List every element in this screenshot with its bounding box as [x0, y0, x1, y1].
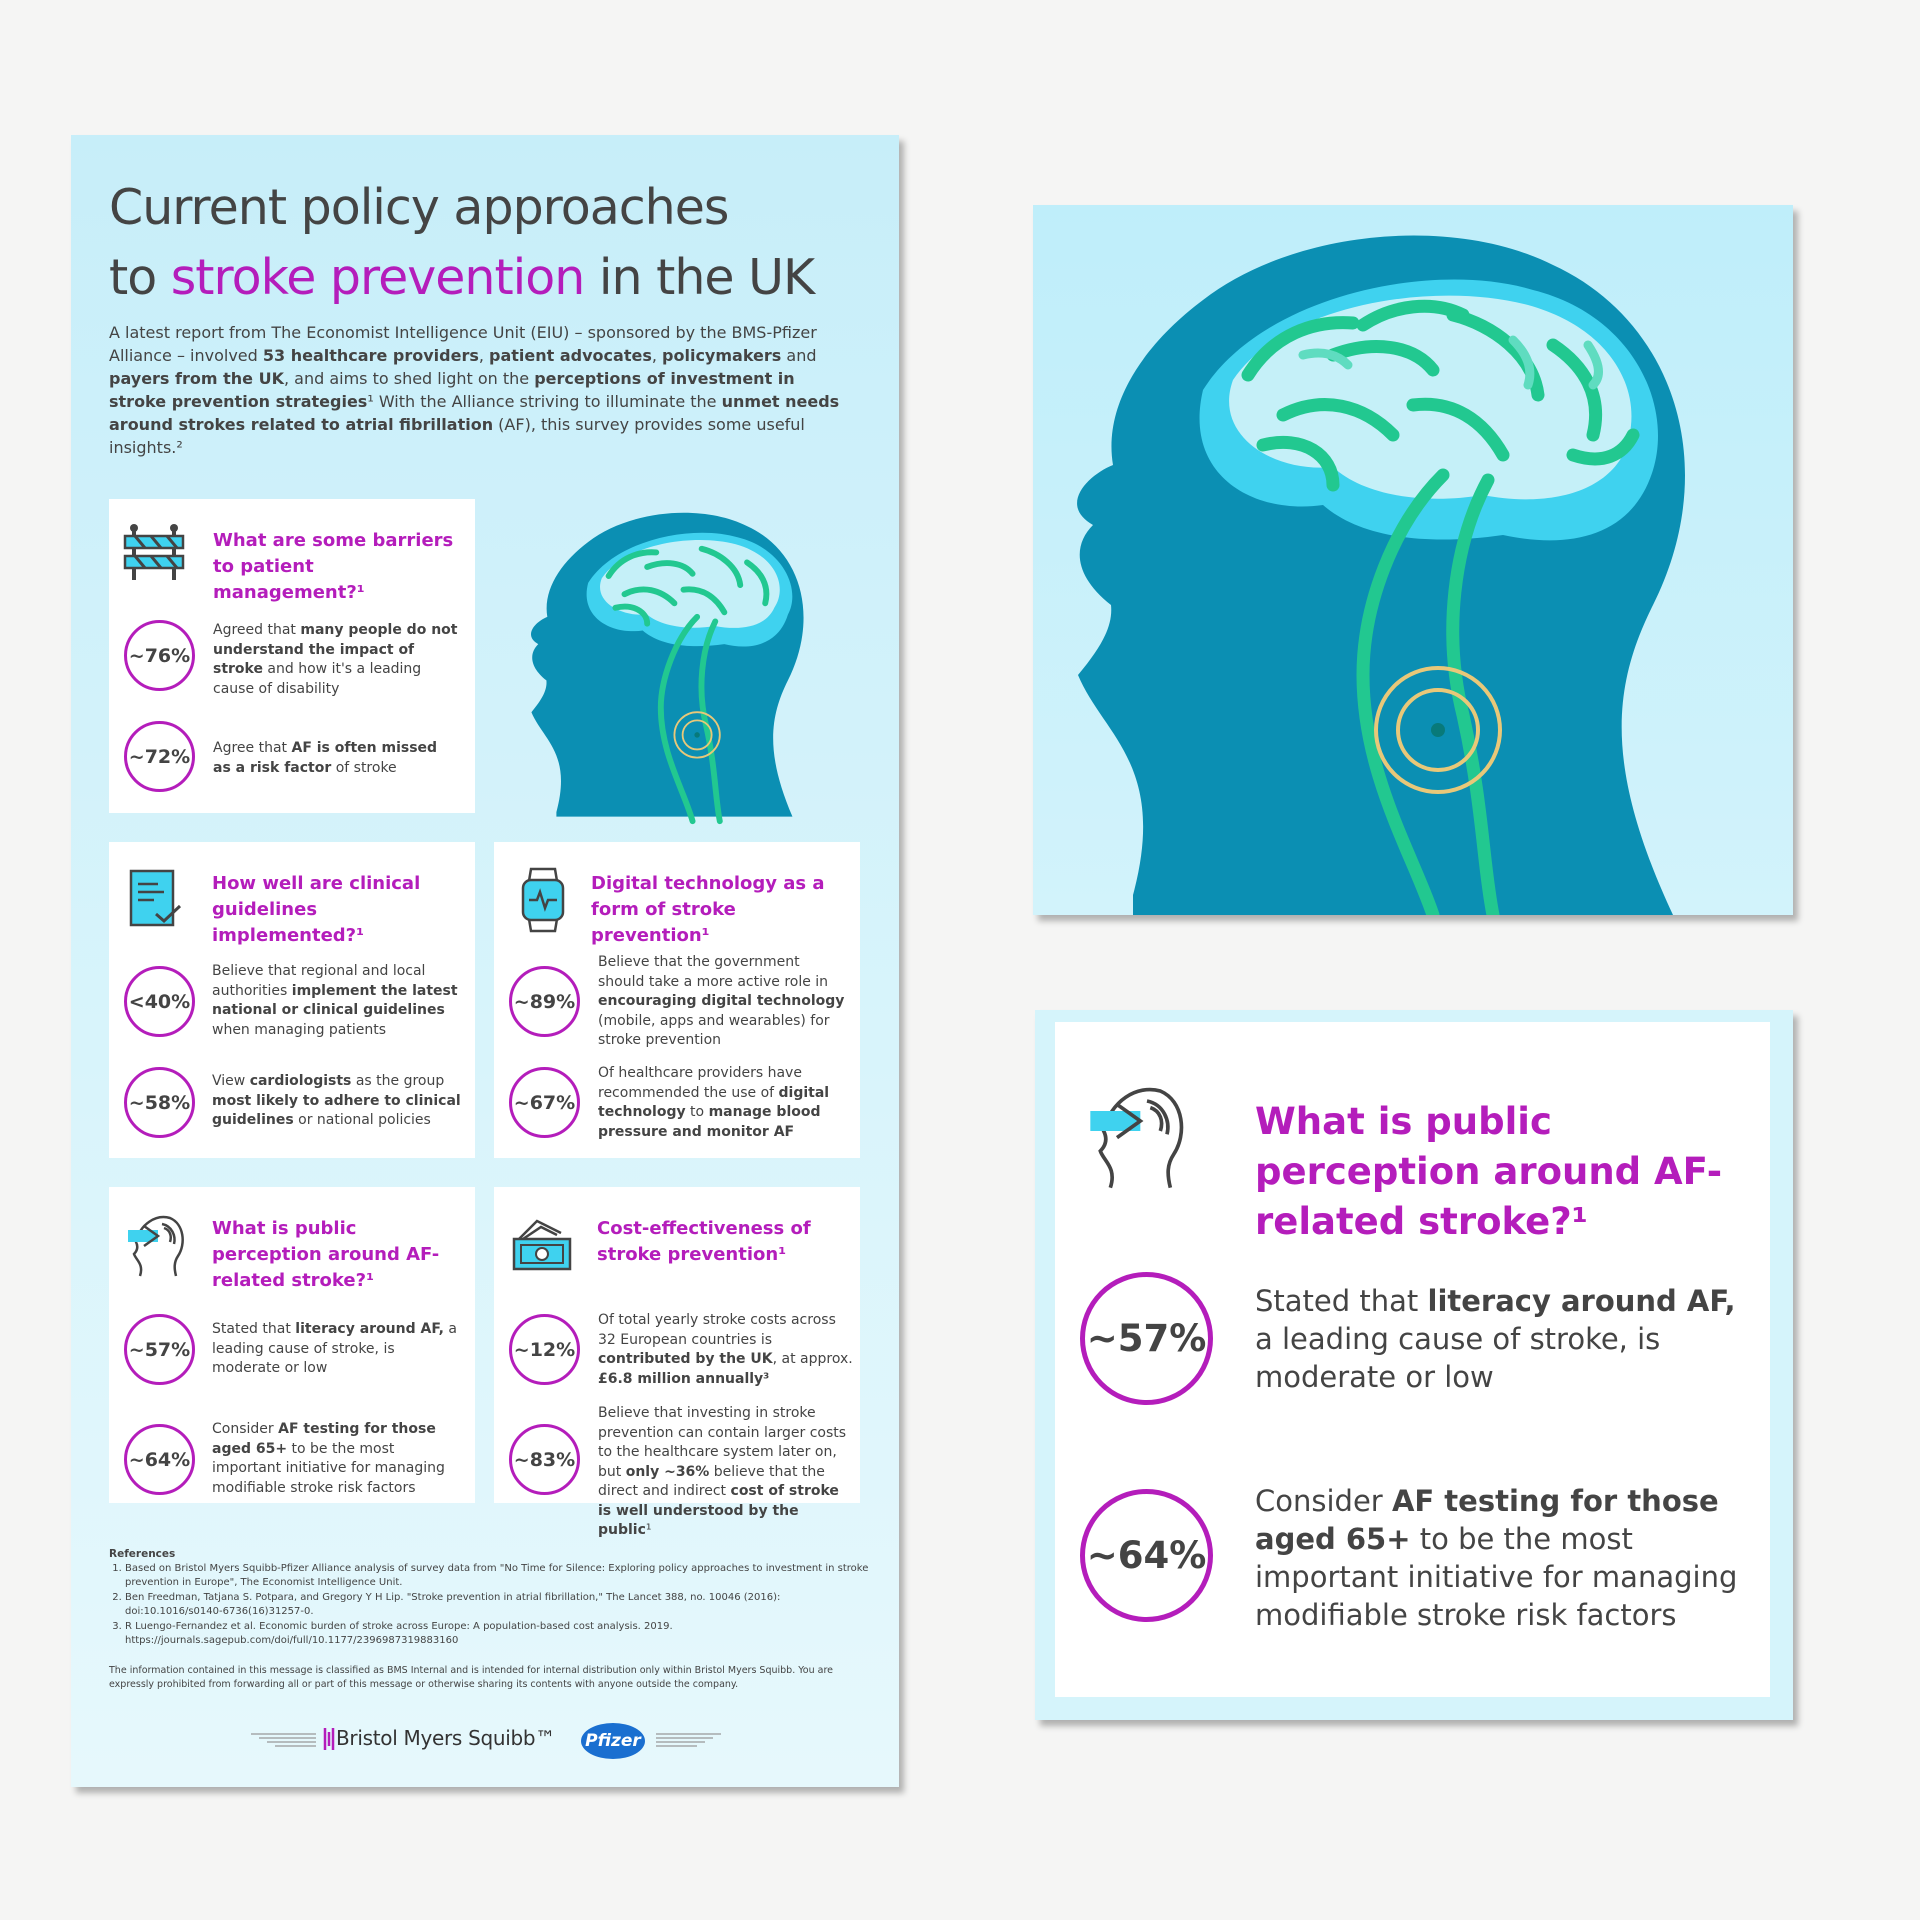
head-brain-illustration — [1033, 205, 1793, 915]
head-perception-icon — [1087, 1080, 1187, 1192]
bms-logo: Bristol Myers Squibb™ — [336, 1726, 556, 1750]
clipboard-check-icon — [128, 868, 184, 930]
emphasis-text: contributed by the UK — [598, 1351, 773, 1367]
stripes-decoration — [656, 1732, 721, 1748]
stat-circle: ~57% — [1080, 1272, 1213, 1405]
card-guidelines — [109, 842, 475, 1158]
emphasis-text: many people do not understand the impact of stroke — [213, 622, 458, 677]
text-run: to be the most important initiative for managing modifiable stroke risk factors — [1255, 1522, 1738, 1632]
stat-circle: ~58% — [124, 1067, 195, 1138]
text-run: a leading cause of stroke, is moderate or low — [212, 1321, 458, 1376]
stat-circle: ~83% — [509, 1424, 580, 1495]
text-run: believe that the direct and indirect — [598, 1463, 825, 1499]
text-run: and — [781, 346, 817, 365]
text-run: Agreed that — [213, 622, 301, 638]
text-run: View — [212, 1073, 250, 1089]
stat-circle: ~12% — [509, 1314, 580, 1385]
text-run: Agree that — [213, 740, 292, 756]
text-run: Believe that investing in stroke prevention can contain larger costs to the healthcare system later on, but — [598, 1405, 847, 1480]
stat-circle: <40% — [124, 966, 195, 1037]
stat-description — [598, 1311, 853, 1389]
emphasis-text: AF testing for those aged 65+ — [1255, 1484, 1719, 1556]
emphasis-text: 53 healthcare providers — [262, 346, 479, 365]
emphasis-text: manage blood pressure and monitor AF — [598, 1104, 821, 1140]
stat-description — [212, 962, 462, 1040]
stat-description — [213, 621, 458, 699]
card-title: How well are clinical guidelines implemented?¹ — [212, 873, 421, 946]
emphasis-text: AF testing for those aged 65+ — [212, 1421, 436, 1457]
text-run: A latest report from The Economist Intelligence Unit (EIU) – sponsored by the BMS-Pfizer Alliance – involved — [109, 323, 817, 365]
stat-circle: ~76% — [124, 620, 195, 691]
stat-description — [212, 1320, 462, 1379]
text-run: ¹ — [645, 1522, 652, 1538]
bms-logo-icon — [323, 1726, 335, 1752]
stat-circle: ~72% — [124, 721, 195, 792]
reference-item: 2. Ben Freedman, Tatjana S. Potpara, and Gregory Y H Lip. "Stroke prevention in atrial fibrillation," The Lancet 388, no. 10046 (2016): doi:10.1016/s0140-6736(16)31257-0. — [125, 1591, 869, 1620]
emphasis-text: literacy around AF, — [1427, 1284, 1736, 1318]
disclaimer: The information contained in this message is classified as BMS Internal and is intended for internal distribution only within Bristol Myers Squibb. You are expressly prohibited from forwarding all or part of this message or otherwise sharing its contents with anyone outside the company. — [109, 1665, 834, 1690]
stat-circle: ~57% — [124, 1314, 195, 1385]
feature-card — [1055, 1022, 1770, 1697]
stat-circle: ~89% — [509, 966, 580, 1037]
text-run: ¹ With the Alliance striving to illuminate the — [367, 392, 722, 411]
text-run: Stated that — [212, 1321, 296, 1337]
stat-description — [598, 1064, 848, 1142]
head-illustration-panel — [1033, 205, 1793, 915]
references-heading: References — [109, 1548, 176, 1560]
reference-item: 1. Based on Bristol Myers Squibb-Pfizer Alliance analysis of survey data from "No Time for Silence: Exploring policy approaches to investment in stroke prevention in Europe", The Economist Intelligence Unit. — [125, 1562, 869, 1591]
pfizer-logo: Pfizer — [581, 1723, 645, 1759]
text-run: or national policies — [293, 1112, 431, 1128]
text-run: Consider — [212, 1421, 279, 1437]
stat-description — [598, 1404, 853, 1541]
infographic-poster — [71, 135, 899, 1787]
stat-description — [213, 739, 458, 778]
stat-circle: ~67% — [509, 1067, 580, 1138]
emphasis-text: most likely to adhere to clinical guidelines — [212, 1092, 461, 1128]
head-perception-icon — [126, 1212, 186, 1278]
feature-title: What is public perception around AF-related stroke?¹ — [1255, 1100, 1723, 1243]
emphasis-text: unmet needs around strokes related to atrial fibrillation — [109, 392, 840, 434]
emphasis-text: encouraging digital technology — [598, 993, 845, 1009]
title-highlight: stroke prevention — [170, 249, 585, 306]
title-line-1: Current policy approaches — [109, 179, 729, 236]
text-run: a leading cause of stroke, is moderate or low — [1255, 1322, 1661, 1394]
emphasis-text: digital technology — [598, 1084, 830, 1120]
card-title: Digital technology as a form of stroke prevention¹ — [591, 873, 825, 946]
money-icon — [511, 1217, 573, 1273]
stripes-decoration — [251, 1732, 316, 1748]
feature-card-panel — [1035, 1010, 1793, 1720]
emphasis-text: literacy around AF, — [295, 1321, 444, 1337]
text-run: to — [685, 1104, 709, 1120]
stat-description — [1255, 1282, 1755, 1396]
emphasis-text: £6.8 million annually³ — [598, 1370, 770, 1387]
head-brain-illustration — [511, 475, 856, 845]
card-title: Cost-effectiveness of stroke prevention¹ — [597, 1218, 811, 1265]
text-run: Believe that the government should take a more active role in — [598, 954, 829, 990]
text-run: , at approx. — [772, 1351, 853, 1367]
stat-description — [1255, 1482, 1755, 1634]
emphasis-text: policymakers — [662, 346, 782, 365]
emphasis-text: payers from the UK — [109, 369, 284, 388]
text-run: (AF), this survey provides some useful insights.² — [109, 415, 805, 457]
emphasis-text: implement the latest national or clinical guidelines — [212, 982, 458, 1018]
logo-bar — [71, 1720, 899, 1760]
smartwatch-icon — [519, 867, 567, 933]
stat-circle: ~64% — [124, 1424, 195, 1495]
text-run: Believe that regional and local authorities — [212, 963, 426, 999]
stat-circle: ~64% — [1080, 1489, 1213, 1622]
title-line-2: to stroke prevention in the UK — [109, 249, 815, 306]
emphasis-text: AF is often missed as a risk factor — [213, 740, 438, 776]
text-run: when managing patients — [212, 1021, 387, 1038]
emphasis-text: cost of stroke is well understood by the public — [598, 1483, 839, 1538]
card-digital-technology — [494, 842, 860, 1158]
card-barriers — [109, 499, 475, 813]
card-title: What are some barriers to patient management?¹ — [213, 530, 454, 603]
text-run: Of total yearly stroke costs across 32 European countries is — [598, 1312, 836, 1348]
emphasis-text: perceptions of investment in stroke prevention strategies — [109, 369, 795, 411]
emphasis-text: cardiologists — [249, 1073, 352, 1089]
text-run: Consider — [1255, 1484, 1392, 1518]
text-run: , — [478, 346, 490, 365]
emphasis-text: only ~36% — [625, 1463, 710, 1480]
barrier-icon — [123, 524, 185, 582]
stat-description — [212, 1420, 462, 1498]
text-run: Stated that — [1255, 1284, 1428, 1318]
text-run: and how it's a leading cause of disability — [213, 661, 422, 697]
card-public-perception — [109, 1187, 475, 1503]
text-run: to be the most important initiative for managing modifiable stroke risk factors — [212, 1440, 445, 1496]
card-cost-effectiveness — [494, 1187, 860, 1538]
text-run: , and aims to shed light on the — [283, 369, 535, 388]
references — [109, 1547, 869, 1649]
card-title: What is public perception around AF-related stroke?¹ — [212, 1218, 440, 1291]
text-run: Of healthcare providers have recommended the use of — [598, 1065, 802, 1101]
intro-paragraph — [109, 321, 849, 459]
text-run: of stroke — [331, 759, 397, 776]
reference-item: 3. R Luengo-Fernandez et al. Economic burden of stroke across Europe: A population-based cost analysis. 2019. https://journals.sagepub.com/doi/full/10.1177/2396987319883160 — [125, 1620, 869, 1649]
text-run: as the group — [351, 1073, 445, 1089]
text-run: , — [651, 346, 663, 365]
stat-description — [212, 1072, 462, 1131]
stat-description — [598, 953, 848, 1051]
text-run: (mobile, apps and wearables) for stroke prevention — [598, 1012, 830, 1048]
emphasis-text: patient advocates — [489, 346, 652, 365]
poster-title — [109, 173, 814, 313]
